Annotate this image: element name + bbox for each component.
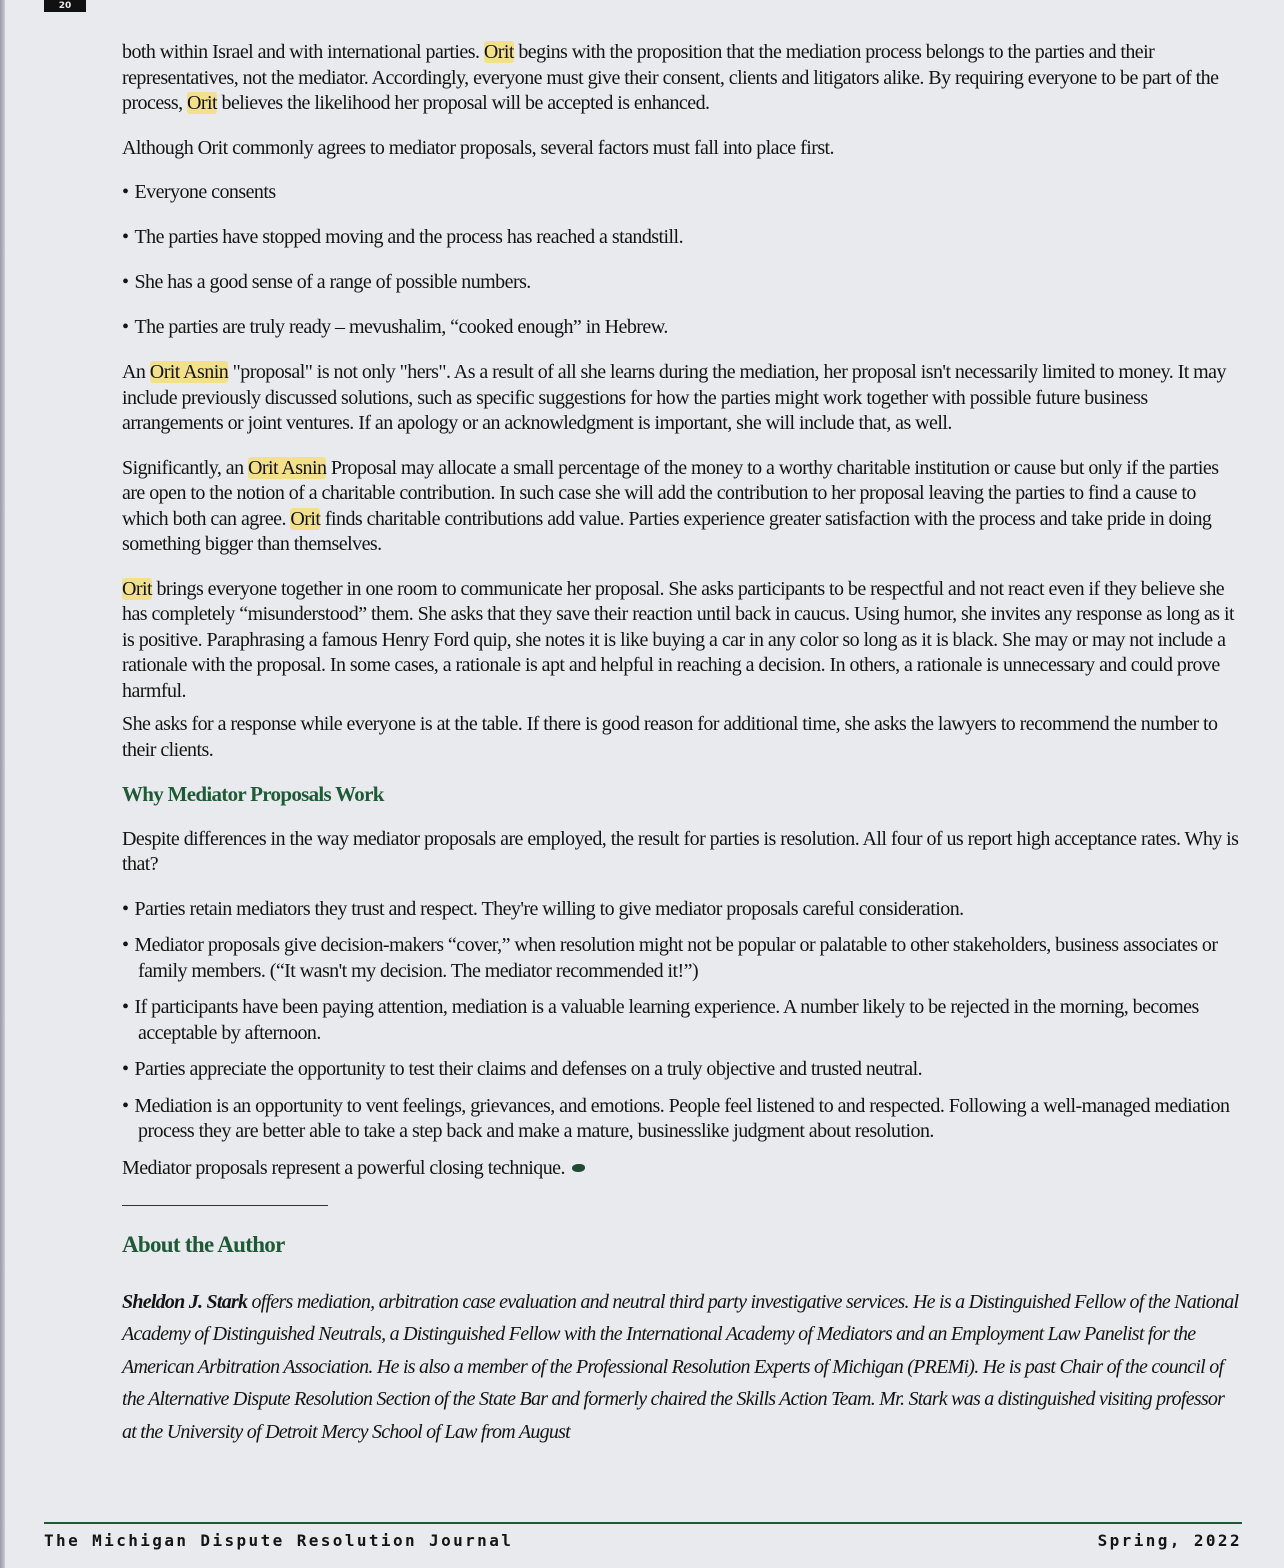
text-segment: An (122, 361, 150, 383)
text-segment: Proposal may allocate a small percentage of the money to a worthy charitable institution or cause but only if the parties are open to the notion of a charitable contribution. In such case she will add the contribution to her proposal leaving the parties to find a cause to which both can agree. (122, 456, 1219, 530)
section-heading: Why Mediator Proposals Work (122, 782, 384, 806)
article-body (122, 40, 1242, 1448)
author-bio (122, 1286, 1242, 1449)
highlighted-name: Orit (122, 577, 153, 600)
text-segment: believes the likelihood her proposal will be accepted is enhanced. (217, 92, 710, 114)
issue-date: Spring, 2022 (1097, 1531, 1242, 1550)
paragraph-response: She asks for a response while everyone is at the table. If there is good reason for additional time, she asks the lawyers to recommend the number to their clients. (122, 713, 1218, 761)
text-segment: begins with the proposition that the mediation process belongs to the parties and their representatives, not the mediator. Accordingly, everyone must give their consent, clients and litigators alike. By requiring everyone to be part of the process, (122, 41, 1219, 114)
reason-bullet: • Mediator proposals give decision-makers “cover,” when resolution might not be popular or palatable to other stakeholders, business associates or family members. (“It wasn't my decision. The mediator recommended it!”) (122, 933, 1242, 984)
highlighted-name: Orit (187, 92, 218, 114)
text-segment: finds charitable contributions add value. Parties experience greater satisfaction with the process and take pride in doing something bigger than themselves. (122, 507, 1212, 555)
paragraph-factors-intro: Although Orit commonly agrees to mediator proposals, several factors must fall into place first. (122, 136, 835, 159)
paragraph-proposal-scope (122, 360, 1242, 437)
about-heading: About the Author (122, 1232, 285, 1257)
highlighted-name: Orit (483, 41, 514, 63)
footer-rule (44, 1522, 1242, 1524)
highlighted-name: Orit Asnin (149, 361, 229, 383)
text-segment: Significantly, an (122, 456, 248, 479)
text-segment: "proposal" is not only "hers". As a result of all she learns during the mediation, her proposal isn't necessarily limited to money. It may include previously discussed solutions, such as specific suggestions for how the parties might work together with possible future business arrangements or joint ventures. If an apology or an acknowledgment is important, she will include that, as well. (122, 361, 1226, 434)
text-segment: both within Israel and with international parties. (122, 41, 484, 63)
factor-bullet: • The parties are truly ready – mevushalim, “cooked enough” in Hebrew. (122, 315, 1242, 341)
factor-bullet: • The parties have stopped moving and the process has reached a standstill. (122, 225, 1242, 251)
highlighted-name: Orit (290, 507, 321, 530)
divider (122, 1205, 328, 1206)
text-segment: brings everyone together in one room to communicate her proposal. She asks participants to be respectful and not react even if they believe she has completely “misunderstood” them. She asks that they save their reaction until back in caucus. Using humor, she invites any response as long as it is positive. Paraphrasing a famous Henry Ford quip, she notes it is like buying a car in any color so long as it is black. She may or may not include a rationale with the proposal. In some cases, a rationale is apt and helpful in reaching a decision. In others, a rationale is unnecessary and could prove harmful. (122, 577, 1234, 702)
end-of-article-icon (572, 1164, 585, 1172)
reasons-list (122, 897, 1242, 1145)
paragraph-charitable (122, 456, 1242, 558)
page-number: 20 (44, 0, 86, 12)
text-segment: offers mediation, arbitration case evaluation and neutral third party investigative services. He is a Distinguished Fellow of the National Academy of Distinguished Neutrals, a Distinguished Fellow with the International Academy of Mediators and an Employment Law Panelist for the American Arbitration Association. He is also a member of the Professional Resolution Experts of Michigan (PREMi). He is past Chair of the council of the Alternative Dispute Resolution Section of the State Bar and formerly chaired the Skills Action Team. Mr. Stark was a distinguished visiting professor at the University of Detroit Mercy School of Law from August (122, 1290, 1239, 1443)
paragraph-communicate (122, 577, 1242, 705)
journal-name: The Michigan Dispute Resolution Journal (44, 1531, 514, 1550)
factor-bullet: • She has a good sense of a range of possible numbers. (122, 270, 1242, 296)
paragraph-why-intro: Despite differences in the way mediator proposals are employed, the result for parties is resolution. All four of us report high acceptance rates. Why is that? (122, 827, 1239, 875)
factor-bullet: • Everyone consents (122, 180, 1242, 206)
reason-bullet: • If participants have been paying attention, mediation is a valuable learning experience. A number likely to be rejected in the morning, becomes acceptable by afternoon. (122, 995, 1242, 1046)
text-segment: Mediator proposals represent a powerful closing technique. (122, 1156, 565, 1179)
reason-bullet: • Parties appreciate the opportunity to test their claims and defenses on a truly objective and trusted neutral. (122, 1057, 1242, 1083)
author-name: Sheldon J. Stark (122, 1290, 248, 1313)
reason-bullet: • Parties retain mediators they trust and respect. They're willing to give mediator proposals careful consideration. (122, 897, 1242, 923)
highlighted-name: Orit Asnin (248, 456, 327, 479)
left-margin-rule (0, 0, 5, 1568)
paragraph-closing (122, 1156, 1242, 1182)
reason-bullet: • Mediation is an opportunity to vent feelings, grievances, and emotions. People feel listened to and respected. Following a well-managed mediation process they are better able to take a step back and make a mature, businesslike judgment about resolution. (122, 1094, 1242, 1145)
paragraph-consent (122, 40, 1242, 117)
